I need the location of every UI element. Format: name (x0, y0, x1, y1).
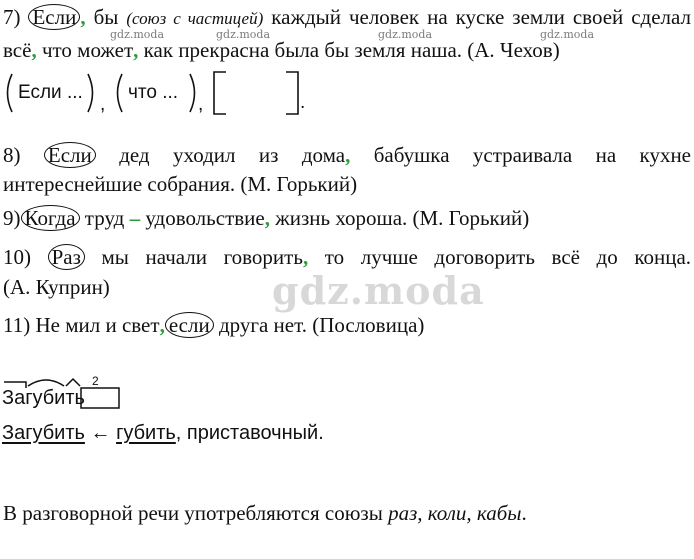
ex8-conjunction-circled: Если (44, 142, 96, 168)
ex10-text-a: мы начали говорить (101, 245, 303, 269)
watermark-small-4: gdz.moda (540, 28, 595, 41)
ex10-comma: , (302, 245, 309, 269)
formation-method: , приставочный. (175, 422, 324, 444)
ex8-number: 8) (3, 143, 21, 167)
ex9-line (3, 206, 529, 230)
ex8-text-b: бабушка устраивала на кухне (373, 143, 692, 167)
conclusion-examples: раз, коли, кабы (388, 501, 522, 525)
watermark-small-1: gdz.moda (110, 28, 165, 41)
watermark-small-2: gdz.moda (216, 28, 271, 41)
ex7-number: 7) (3, 5, 21, 29)
ex9-text-c: жизнь хороша. (М. Горький) (275, 206, 530, 230)
ex10-conjunction-circled: Раз (48, 244, 85, 270)
schema-end: . (300, 92, 306, 113)
ex7-comma-2: , (31, 38, 37, 62)
conclusion-line (3, 501, 527, 525)
conclusion-text: В разговорной речи употребляются союзы (3, 501, 383, 525)
ex9-comma: , (264, 206, 270, 230)
ex11-line (3, 313, 424, 337)
ex11-conjunction-circled: если (165, 312, 214, 338)
word-formation (2, 422, 324, 445)
ex7-comma-1: , (80, 5, 86, 29)
ex9-dash: – (129, 206, 141, 230)
watermark-small-3: gdz.moda (378, 28, 433, 41)
ex11-comma: , (159, 313, 165, 337)
ex7-conjunction-circled: Если (28, 4, 80, 30)
formation-word: Загубить (2, 422, 85, 444)
watermark-large: gdz.moda (272, 268, 485, 313)
ex7-text-1: каждый человек на куске земли своей сделал (271, 5, 692, 29)
ex8-text-a: дед уходил из дома (119, 143, 346, 167)
schema-clause-2: что ... (128, 82, 179, 103)
word-superscript: 2 (92, 374, 99, 388)
ex7-text-2b: что может (41, 38, 134, 62)
ex9-number: 9) (3, 206, 21, 230)
ex7-particle: бы (93, 5, 119, 29)
sentence-schema (0, 68, 330, 118)
ex11-text-a: 11) Не мил и свет (3, 313, 160, 337)
ex10-line1 (3, 245, 691, 269)
ex9-text-a: труд (84, 206, 125, 230)
ex9-text-b: удовольствие (145, 206, 265, 230)
schema-comma-2: , (198, 94, 204, 115)
ex10-number: 10) (3, 245, 31, 269)
formation-base: губить (116, 422, 176, 444)
ex7-line2 (3, 38, 560, 62)
ex7-text-2c: как прекрасна была бы земля наша. (А. Чехов) (143, 38, 560, 62)
ex10-line2 (3, 275, 110, 299)
ex8-comma: , (345, 143, 351, 167)
ex7-text-2a: всё (3, 38, 32, 62)
ex10-text-b: то лучше договорить всё до конца. (324, 245, 692, 269)
ex8-line1 (3, 143, 691, 167)
ex7-note: (союз с частицей) (126, 9, 264, 28)
word-analysis (0, 372, 400, 452)
ex8-text-line2: интереснейшие собрания. (М. Горький) (3, 172, 358, 196)
ex9-conjunction-circled: Когда (21, 205, 80, 231)
schema-comma-1: , (100, 94, 106, 115)
ex7-comma-3: , (133, 38, 139, 62)
ex8-line2 (3, 172, 357, 196)
ex11-text-b: друга нет. (Пословица) (218, 313, 425, 337)
conclusion-end: . (521, 501, 527, 525)
schema-clause-1: Если ... (18, 82, 83, 103)
word-morphemic: Загубить (2, 387, 85, 409)
ex10-text-line2: (А. Куприн) (3, 275, 110, 299)
arrow-icon: ← (90, 422, 111, 444)
